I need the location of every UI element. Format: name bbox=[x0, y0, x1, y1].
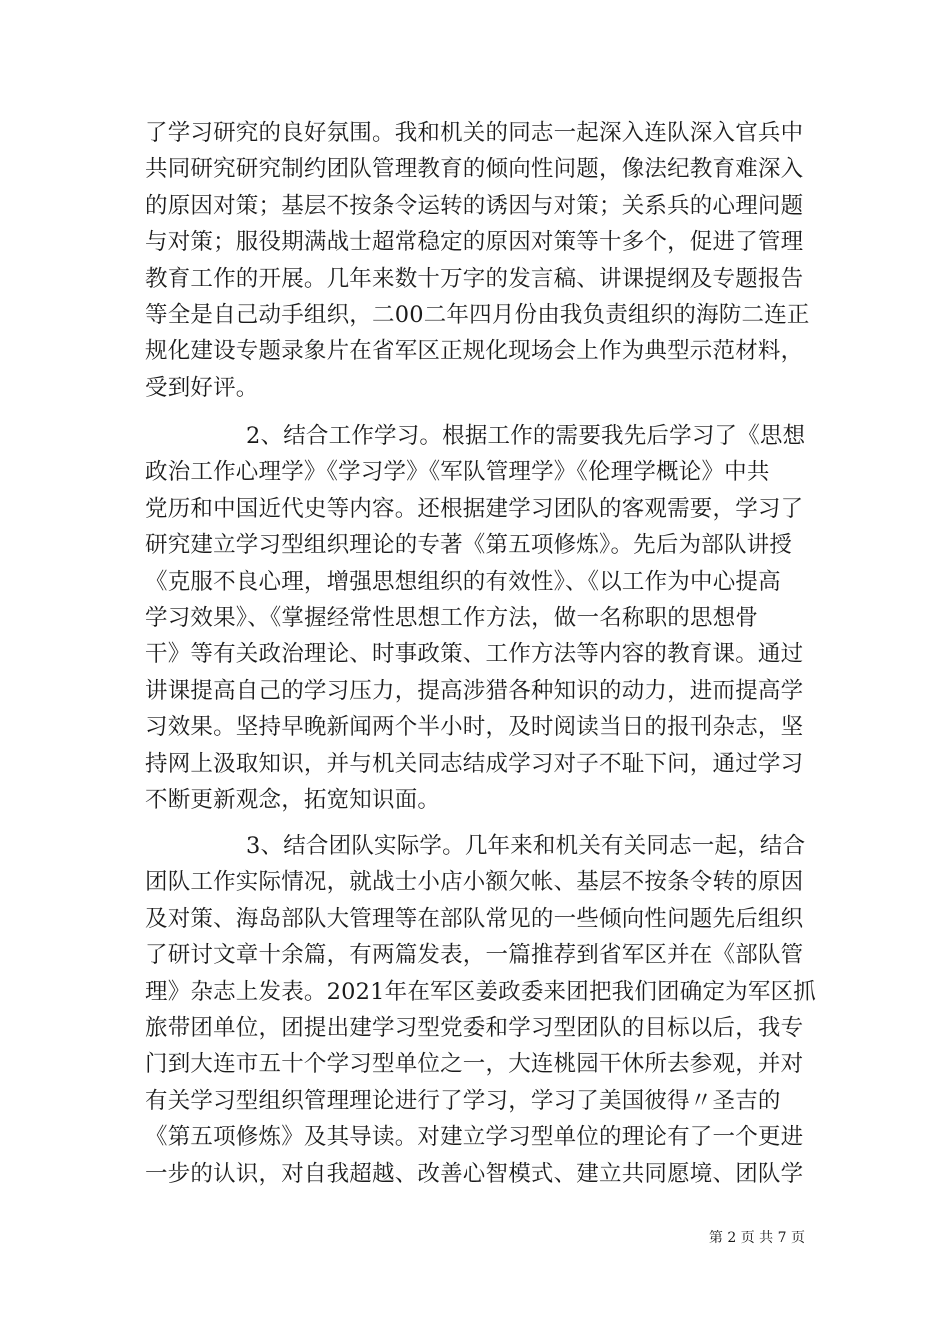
text-line: 受到好评。 bbox=[145, 374, 259, 401]
paragraph-1 bbox=[145, 115, 810, 406]
text-line: 团队工作实际情况，就战士小店小额欠帐、基层不按条令转的原因 bbox=[145, 869, 804, 896]
text-line: 教育工作的开展。几年来数十万字的发言稿、讲课提纲及专题报告 bbox=[145, 265, 804, 292]
text-line: 共同研究研究制约团队管理教育的倾向性问题，像法纪教育难深入 bbox=[145, 156, 804, 183]
text-line: 不断更新观念，拓宽知识面。 bbox=[145, 786, 441, 813]
text-line: 学习效果》、《掌握经常性思想工作方法，做一名称职的思想骨 bbox=[145, 604, 759, 631]
text-line: 门到大连市五十个学习型单位之一，大连桃园干休所去参观，并对 bbox=[145, 1051, 804, 1078]
text-line: 规化建设专题录象片在省军区正规化现场会上作为典型示范材料， bbox=[145, 338, 804, 365]
text-line: 干》等有关政治理论、时事政策、工作方法等内容的教育课。通过 bbox=[145, 641, 804, 668]
text-line: 习效果。坚持早晚新闻两个半小时，及时阅读当日的报刊杂志，坚 bbox=[145, 714, 804, 741]
paragraph-2 bbox=[145, 418, 805, 818]
text-line: 《克服不良心理，增强思想组织的有效性》、《以工作为中心提高 bbox=[145, 568, 781, 595]
text-line: 2、结合工作学习。根据工作的需要我先后学习了《思想 bbox=[246, 423, 806, 449]
text-line: 了学习研究的良好氛围。我和机关的同志一起深入连队深入官兵中 bbox=[145, 120, 804, 146]
text-line: 政治工作心理学》《学习学》《军队管理学》《伦理学概论》中共 bbox=[145, 459, 770, 486]
text-line: 讲课提高自己的学习压力，提高涉猎各种知识的动力，进而提高学 bbox=[145, 677, 804, 704]
text-line: 及对策、海岛部队大管理等在部队常见的一些倾向性问题先后组织 bbox=[145, 905, 804, 932]
text-line: 研究建立学习型组织理论的专著《第五项修炼》。先后为部队讲授 bbox=[145, 532, 793, 559]
text-line: 《第五项修炼》及其导读。对建立学习型单位的理论有了一个更进 bbox=[145, 1124, 804, 1151]
text-line: 一步的认识，对自我超越、改善心智模式、建立共同愿境、团队学 bbox=[145, 1160, 804, 1187]
text-line: 持网上汲取知识，并与机关同志结成学习对子不耻下问，通过学习 bbox=[145, 750, 804, 777]
text-line: 旅带团单位，团提出建学习型党委和学习型团队的目标以后，我专 bbox=[145, 1014, 804, 1041]
text-line: 的原因对策；基层不按条令运转的诱因与对策；关系兵的心理问题 bbox=[145, 192, 804, 219]
text-line: 等全是自己动手组织，二00二年四月份由我负责组织的海防二连正 bbox=[145, 301, 810, 328]
text-line: 理》杂志上发表。2021年在军区姜政委来团把我们团确定为军区抓 bbox=[145, 978, 816, 1005]
text-line: 了研讨文章十余篇，有两篇发表，一篇推荐到省军区并在《部队管 bbox=[145, 942, 804, 969]
text-line: 有关学习型组织管理理论进行了学习，学习了美国彼得〃圣吉的 bbox=[145, 1087, 781, 1114]
text-line: 党历和中国近代史等内容。还根据建学习团队的客观需要，学习了 bbox=[145, 495, 804, 522]
page-number-footer: 第 2 页 共 7 页 bbox=[708, 1230, 805, 1246]
text-line: 与对策；服役期满战士超常稳定的原因对策等十多个，促进了管理 bbox=[145, 229, 804, 256]
text-line: 3、结合团队实际学。几年来和机关有关同志一起，结合 bbox=[246, 833, 806, 859]
paragraph-3 bbox=[145, 828, 816, 1192]
